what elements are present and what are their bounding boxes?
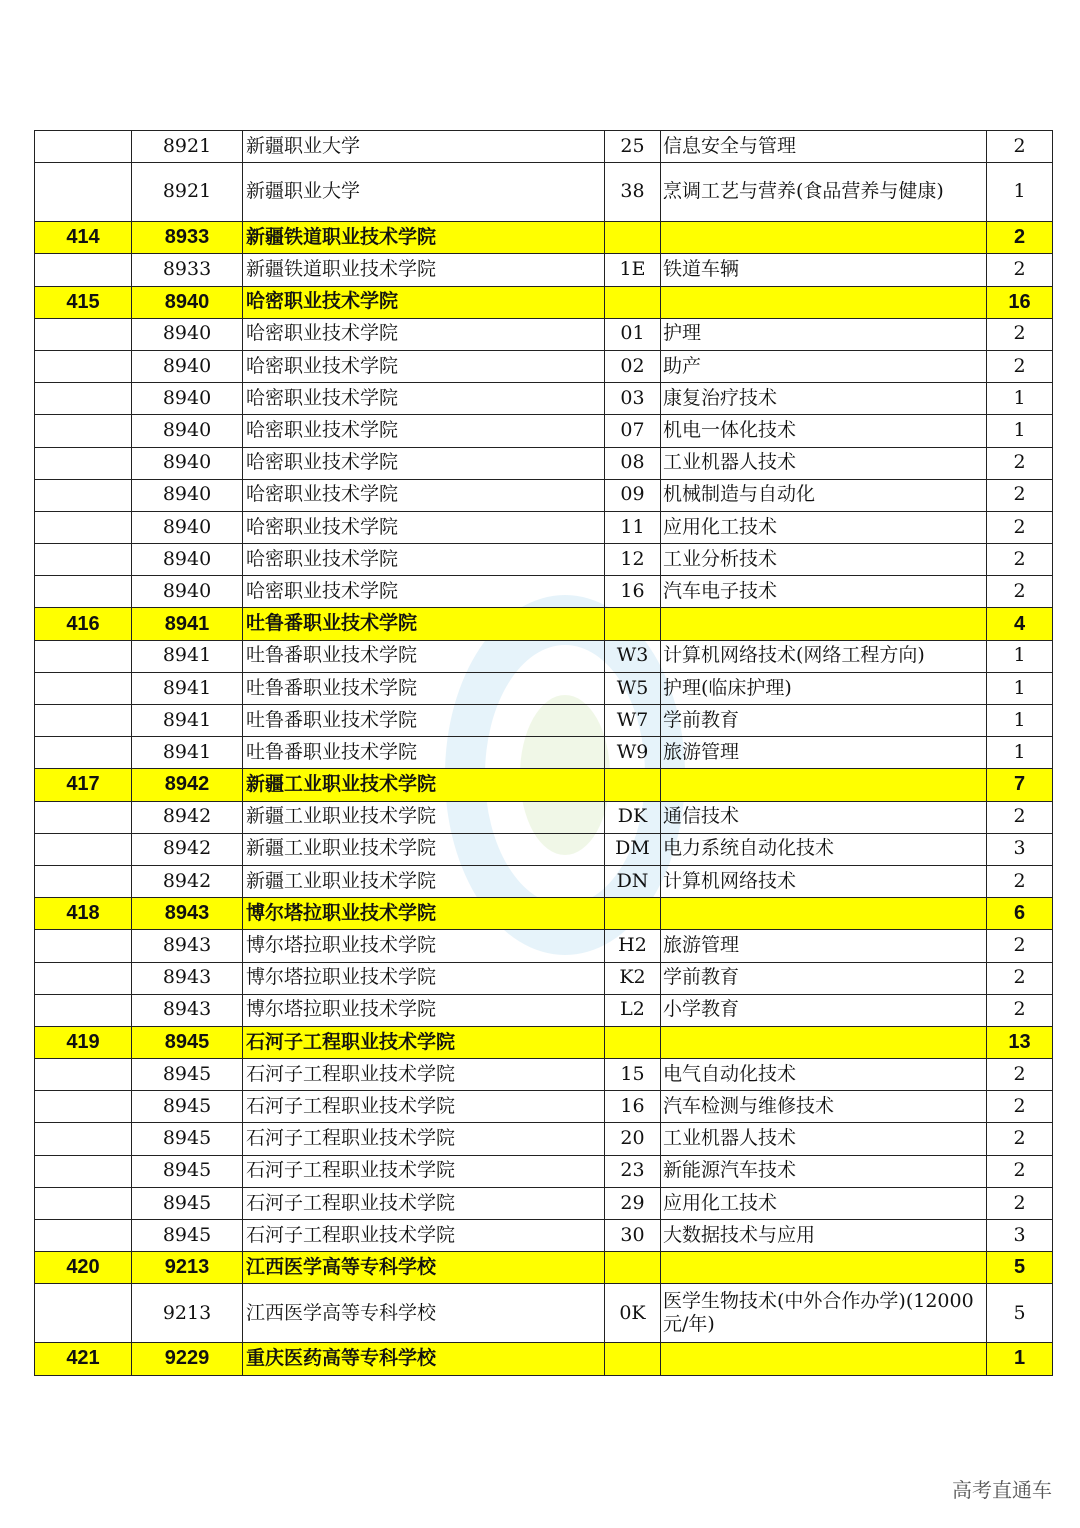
count-cell: 1 — [987, 672, 1053, 704]
major-code-cell: 23 — [605, 1155, 661, 1187]
school-header-row — [35, 608, 1053, 640]
school-code-cell: 8943 — [132, 930, 243, 962]
major-name-cell: 机电一体化技术 — [661, 415, 987, 447]
major-name-cell: 学前教育 — [661, 705, 987, 737]
major-name-cell: 电气自动化技术 — [661, 1059, 987, 1091]
major-code-cell — [605, 608, 661, 640]
major-code-cell — [605, 1026, 661, 1058]
major-code-cell: 30 — [605, 1220, 661, 1252]
school-name-cell: 博尔塔拉职业技术学院 — [243, 962, 605, 994]
major-row — [35, 994, 1053, 1026]
major-row — [35, 962, 1053, 994]
school-code-cell: 8942 — [132, 865, 243, 897]
major-row — [35, 479, 1053, 511]
major-row — [35, 801, 1053, 833]
count-cell: 2 — [987, 1155, 1053, 1187]
count-cell: 1 — [987, 705, 1053, 737]
school-code-cell: 8945 — [132, 1187, 243, 1219]
major-code-cell: DN — [605, 865, 661, 897]
major-code-cell: 12 — [605, 544, 661, 576]
seq-cell — [35, 672, 132, 704]
major-row — [35, 576, 1053, 608]
major-name-cell: 铁道车辆 — [661, 254, 987, 286]
major-name-cell: 助产 — [661, 350, 987, 382]
count-cell: 2 — [987, 1187, 1053, 1219]
major-name-cell: 电力系统自动化技术 — [661, 833, 987, 865]
school-code-cell: 9229 — [132, 1343, 243, 1375]
count-cell: 13 — [987, 1026, 1053, 1058]
seq-cell: 420 — [35, 1252, 132, 1284]
school-code-cell: 8945 — [132, 1123, 243, 1155]
major-name-cell — [661, 898, 987, 930]
major-name-cell: 计算机网络技术 — [661, 865, 987, 897]
count-cell: 2 — [987, 350, 1053, 382]
major-code-cell — [605, 1343, 661, 1375]
major-row — [35, 1284, 1053, 1343]
major-name-cell: 新能源汽车技术 — [661, 1155, 987, 1187]
count-cell: 7 — [987, 769, 1053, 801]
count-cell: 2 — [987, 1059, 1053, 1091]
count-cell: 2 — [987, 930, 1053, 962]
major-row — [35, 672, 1053, 704]
school-header-row — [35, 222, 1053, 254]
count-cell: 16 — [987, 286, 1053, 318]
school-name-cell: 新疆职业大学 — [243, 131, 605, 163]
seq-cell: 416 — [35, 608, 132, 640]
seq-cell — [35, 415, 132, 447]
school-code-cell: 8945 — [132, 1220, 243, 1252]
major-name-cell: 工业机器人技术 — [661, 1123, 987, 1155]
major-row — [35, 1091, 1053, 1123]
seq-cell — [35, 962, 132, 994]
count-cell: 2 — [987, 254, 1053, 286]
school-name-cell: 石河子工程职业技术学院 — [243, 1155, 605, 1187]
school-code-cell: 8940 — [132, 415, 243, 447]
count-cell: 2 — [987, 1123, 1053, 1155]
major-name-cell: 护理 — [661, 318, 987, 350]
major-code-cell: 29 — [605, 1187, 661, 1219]
school-name-cell: 博尔塔拉职业技术学院 — [243, 994, 605, 1026]
school-code-cell: 8941 — [132, 640, 243, 672]
count-cell: 2 — [987, 801, 1053, 833]
school-code-cell: 8940 — [132, 544, 243, 576]
major-code-cell: 16 — [605, 1091, 661, 1123]
major-name-cell: 大数据技术与应用 — [661, 1220, 987, 1252]
seq-cell — [35, 350, 132, 382]
school-code-cell: 8940 — [132, 479, 243, 511]
major-code-cell — [605, 1252, 661, 1284]
school-name-cell: 新疆工业职业技术学院 — [243, 769, 605, 801]
major-name-cell: 学前教育 — [661, 962, 987, 994]
major-code-cell: 16 — [605, 576, 661, 608]
major-name-cell: 康复治疗技术 — [661, 383, 987, 415]
major-row — [35, 131, 1053, 163]
major-name-cell — [661, 1026, 987, 1058]
count-cell: 2 — [987, 1091, 1053, 1123]
major-row — [35, 254, 1053, 286]
school-name-cell: 吐鲁番职业技术学院 — [243, 672, 605, 704]
major-row — [35, 318, 1053, 350]
school-code-cell: 8943 — [132, 994, 243, 1026]
major-code-cell: DM — [605, 833, 661, 865]
major-row — [35, 705, 1053, 737]
school-name-cell: 新疆职业大学 — [243, 163, 605, 222]
school-code-cell: 8940 — [132, 318, 243, 350]
seq-cell — [35, 1155, 132, 1187]
seq-cell — [35, 705, 132, 737]
school-code-cell: 9213 — [132, 1252, 243, 1284]
major-code-cell — [605, 769, 661, 801]
seq-cell — [35, 737, 132, 769]
major-row — [35, 833, 1053, 865]
major-name-cell: 护理(临床护理) — [661, 672, 987, 704]
seq-cell — [35, 865, 132, 897]
count-cell: 2 — [987, 544, 1053, 576]
major-name-cell — [661, 1252, 987, 1284]
major-name-cell: 应用化工技术 — [661, 1187, 987, 1219]
table-body — [35, 131, 1053, 1376]
major-code-cell: 03 — [605, 383, 661, 415]
seq-cell: 417 — [35, 769, 132, 801]
school-name-cell: 石河子工程职业技术学院 — [243, 1123, 605, 1155]
school-name-cell: 石河子工程职业技术学院 — [243, 1026, 605, 1058]
major-row — [35, 1059, 1053, 1091]
school-code-cell: 8921 — [132, 131, 243, 163]
school-name-cell: 吐鲁番职业技术学院 — [243, 640, 605, 672]
major-name-cell: 应用化工技术 — [661, 511, 987, 543]
school-code-cell: 8942 — [132, 801, 243, 833]
school-header-row — [35, 1252, 1053, 1284]
school-header-row — [35, 769, 1053, 801]
school-header-row — [35, 1026, 1053, 1058]
major-row — [35, 1155, 1053, 1187]
major-code-cell: W3 — [605, 640, 661, 672]
source-label: 高考直通车 — [952, 1478, 1052, 1502]
school-code-cell: 9213 — [132, 1284, 243, 1343]
school-code-cell: 8933 — [132, 222, 243, 254]
major-name-cell: 工业机器人技术 — [661, 447, 987, 479]
school-code-cell: 8943 — [132, 962, 243, 994]
school-name-cell: 新疆铁道职业技术学院 — [243, 222, 605, 254]
school-code-cell: 8945 — [132, 1026, 243, 1058]
seq-cell: 418 — [35, 898, 132, 930]
major-code-cell — [605, 898, 661, 930]
school-name-cell: 石河子工程职业技术学院 — [243, 1059, 605, 1091]
count-cell: 2 — [987, 447, 1053, 479]
major-code-cell: W5 — [605, 672, 661, 704]
count-cell: 2 — [987, 576, 1053, 608]
seq-cell: 414 — [35, 222, 132, 254]
school-name-cell: 石河子工程职业技术学院 — [243, 1091, 605, 1123]
major-name-cell: 小学教育 — [661, 994, 987, 1026]
seq-cell: 421 — [35, 1343, 132, 1375]
major-row — [35, 737, 1053, 769]
school-code-cell: 8943 — [132, 898, 243, 930]
major-name-cell: 医学生物技术(中外合作办学)(12000 元/年) — [661, 1284, 987, 1343]
school-code-cell: 8941 — [132, 608, 243, 640]
major-code-cell: 20 — [605, 1123, 661, 1155]
school-name-cell: 江西医学高等专科学校 — [243, 1252, 605, 1284]
school-code-cell: 8945 — [132, 1091, 243, 1123]
major-code-cell: DK — [605, 801, 661, 833]
count-cell: 1 — [987, 415, 1053, 447]
major-row — [35, 1220, 1053, 1252]
school-code-cell: 8941 — [132, 672, 243, 704]
major-code-cell — [605, 286, 661, 318]
major-code-cell: 08 — [605, 447, 661, 479]
school-name-cell: 吐鲁番职业技术学院 — [243, 737, 605, 769]
school-code-cell: 8940 — [132, 383, 243, 415]
school-name-cell: 哈密职业技术学院 — [243, 544, 605, 576]
major-code-cell: 01 — [605, 318, 661, 350]
major-row — [35, 163, 1053, 222]
major-name-cell — [661, 769, 987, 801]
count-cell: 2 — [987, 318, 1053, 350]
count-cell: 1 — [987, 163, 1053, 222]
seq-cell — [35, 833, 132, 865]
major-name-cell — [661, 1343, 987, 1375]
major-code-cell: 38 — [605, 163, 661, 222]
school-name-cell: 石河子工程职业技术学院 — [243, 1187, 605, 1219]
count-cell: 2 — [987, 511, 1053, 543]
count-cell: 2 — [987, 865, 1053, 897]
school-code-cell: 8940 — [132, 447, 243, 479]
count-cell: 2 — [987, 222, 1053, 254]
school-name-cell: 吐鲁番职业技术学院 — [243, 608, 605, 640]
seq-cell — [35, 1123, 132, 1155]
count-cell: 1 — [987, 737, 1053, 769]
seq-cell — [35, 1091, 132, 1123]
major-code-cell: 15 — [605, 1059, 661, 1091]
school-name-cell: 博尔塔拉职业技术学院 — [243, 930, 605, 962]
seq-cell — [35, 131, 132, 163]
school-code-cell: 8921 — [132, 163, 243, 222]
count-cell: 2 — [987, 962, 1053, 994]
seq-cell — [35, 930, 132, 962]
seq-cell — [35, 1220, 132, 1252]
school-name-cell: 哈密职业技术学院 — [243, 447, 605, 479]
major-code-cell: 11 — [605, 511, 661, 543]
school-code-cell: 8940 — [132, 286, 243, 318]
count-cell: 6 — [987, 898, 1053, 930]
seq-cell — [35, 447, 132, 479]
school-code-cell: 8945 — [132, 1059, 243, 1091]
school-name-cell: 新疆工业职业技术学院 — [243, 801, 605, 833]
seq-cell — [35, 801, 132, 833]
major-name-cell: 汽车检测与维修技术 — [661, 1091, 987, 1123]
count-cell: 1 — [987, 640, 1053, 672]
major-name-cell: 汽车电子技术 — [661, 576, 987, 608]
major-name-cell: 信息安全与管理 — [661, 131, 987, 163]
seq-cell — [35, 1187, 132, 1219]
school-name-cell: 新疆铁道职业技术学院 — [243, 254, 605, 286]
school-header-row — [35, 1343, 1053, 1375]
major-code-cell: 02 — [605, 350, 661, 382]
seq-cell — [35, 576, 132, 608]
count-cell: 2 — [987, 994, 1053, 1026]
school-name-cell: 江西医学高等专科学校 — [243, 1284, 605, 1343]
school-name-cell: 哈密职业技术学院 — [243, 479, 605, 511]
school-name-cell: 哈密职业技术学院 — [243, 415, 605, 447]
major-code-cell: W9 — [605, 737, 661, 769]
school-code-cell: 8940 — [132, 350, 243, 382]
seq-cell — [35, 318, 132, 350]
admissions-table — [34, 130, 1053, 1376]
major-row — [35, 640, 1053, 672]
major-row — [35, 383, 1053, 415]
school-code-cell: 8940 — [132, 576, 243, 608]
school-name-cell: 哈密职业技术学院 — [243, 383, 605, 415]
major-name-cell: 烹调工艺与营养(食品营养与健康) — [661, 163, 987, 222]
count-cell: 3 — [987, 833, 1053, 865]
seq-cell — [35, 163, 132, 222]
major-code-cell: W7 — [605, 705, 661, 737]
major-name-cell: 机械制造与自动化 — [661, 479, 987, 511]
count-cell: 2 — [987, 131, 1053, 163]
seq-cell: 415 — [35, 286, 132, 318]
major-name-cell — [661, 608, 987, 640]
major-row — [35, 930, 1053, 962]
seq-cell — [35, 479, 132, 511]
major-row — [35, 511, 1053, 543]
major-row — [35, 350, 1053, 382]
school-name-cell: 新疆工业职业技术学院 — [243, 865, 605, 897]
major-code-cell: 25 — [605, 131, 661, 163]
school-header-row — [35, 286, 1053, 318]
major-name-cell: 旅游管理 — [661, 737, 987, 769]
seq-cell — [35, 511, 132, 543]
major-code-cell: 09 — [605, 479, 661, 511]
school-name-cell: 吐鲁番职业技术学院 — [243, 705, 605, 737]
major-code-cell — [605, 222, 661, 254]
school-code-cell: 8945 — [132, 1155, 243, 1187]
major-code-cell: 0K — [605, 1284, 661, 1343]
school-name-cell: 哈密职业技术学院 — [243, 576, 605, 608]
school-code-cell: 8942 — [132, 833, 243, 865]
school-code-cell: 8941 — [132, 705, 243, 737]
school-name-cell: 哈密职业技术学院 — [243, 511, 605, 543]
school-name-cell: 哈密职业技术学院 — [243, 286, 605, 318]
school-header-row — [35, 898, 1053, 930]
seq-cell — [35, 994, 132, 1026]
major-name-cell: 计算机网络技术(网络工程方向) — [661, 640, 987, 672]
count-cell: 2 — [987, 479, 1053, 511]
major-row — [35, 544, 1053, 576]
school-name-cell: 哈密职业技术学院 — [243, 350, 605, 382]
major-name-cell: 工业分析技术 — [661, 544, 987, 576]
school-code-cell: 8941 — [132, 737, 243, 769]
major-name-cell: 通信技术 — [661, 801, 987, 833]
major-name-cell: 旅游管理 — [661, 930, 987, 962]
seq-cell — [35, 640, 132, 672]
school-code-cell: 8940 — [132, 511, 243, 543]
major-row — [35, 1187, 1053, 1219]
school-name-cell: 新疆工业职业技术学院 — [243, 833, 605, 865]
seq-cell: 419 — [35, 1026, 132, 1058]
school-name-cell: 哈密职业技术学院 — [243, 318, 605, 350]
major-name-cell — [661, 222, 987, 254]
seq-cell — [35, 254, 132, 286]
major-name-cell — [661, 286, 987, 318]
school-name-cell: 重庆医药高等专科学校 — [243, 1343, 605, 1375]
major-row — [35, 447, 1053, 479]
seq-cell — [35, 1284, 132, 1343]
school-name-cell: 石河子工程职业技术学院 — [243, 1220, 605, 1252]
seq-cell — [35, 383, 132, 415]
seq-cell — [35, 1059, 132, 1091]
major-code-cell: K2 — [605, 962, 661, 994]
major-code-cell: L2 — [605, 994, 661, 1026]
major-row — [35, 415, 1053, 447]
count-cell: 5 — [987, 1284, 1053, 1343]
count-cell: 4 — [987, 608, 1053, 640]
count-cell: 3 — [987, 1220, 1053, 1252]
seq-cell — [35, 544, 132, 576]
count-cell: 5 — [987, 1252, 1053, 1284]
school-code-cell: 8933 — [132, 254, 243, 286]
major-row — [35, 865, 1053, 897]
major-code-cell: 07 — [605, 415, 661, 447]
major-row — [35, 1123, 1053, 1155]
major-code-cell: 1E — [605, 254, 661, 286]
count-cell: 1 — [987, 383, 1053, 415]
school-name-cell: 博尔塔拉职业技术学院 — [243, 898, 605, 930]
major-code-cell: H2 — [605, 930, 661, 962]
count-cell: 1 — [987, 1343, 1053, 1375]
school-code-cell: 8942 — [132, 769, 243, 801]
